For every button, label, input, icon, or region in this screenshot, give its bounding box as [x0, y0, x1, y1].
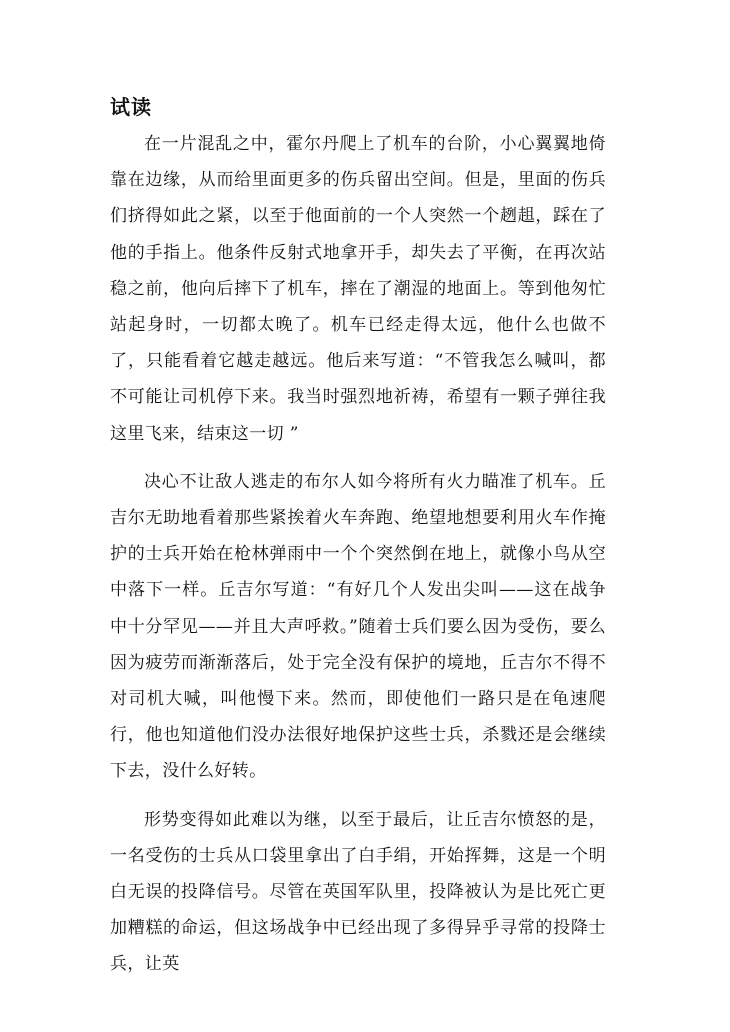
page-title: 试读 — [110, 95, 152, 119]
body-text — [110, 126, 606, 995]
paragraph-2: 决心不让敌人逃走的布尔人如今将所有火力瞄准了机车。丘吉尔无助地看着那些紧挨着火车奔跑、绝望地想要利用火车作掩护的士兵开始在枪林弹雨中一个个突然倒在地上，就像小鸟从空中落下一样。丘吉尔写道：“有好几个人发出尖叫——这在战争中十分罕见——并且大声呼救。”随着士兵们要么因为受伤，要么因为疲劳而渐渐落后，处于完全没有保护的境地，丘吉尔不得不对司机大喊，叫他慢下来。然而，即使他们一路只是在龟速爬行，他也知道他们没办法很好地保护这些士兵，杀戮还是会继续下去，没什么好转。 — [110, 471, 606, 782]
paragraph-1: 在一片混乱之中，霍尔丹爬上了机车的台阶，小心翼翼地倚靠在边缘，从而给里面更多的伤兵留出空间。但是，里面的伤兵们挤得如此之紧，以至于他面前的一个人突然一个趔趄，踩在了他的手指上。他条件反射式地拿开手，却失去了平衡，在再次站稳之前，他向后摔下了机车，摔在了潮湿的地面上。等到他匆忙站起身时，一切都太晚了。机车已经走得太远，他什么也做不了，只能看着它越走越远。他后来写道：“不管我怎么喊叫，都不可能让司机停下来。我当时强烈地祈祷，希望有一颗子弹往我这里飞来，结束这一切 ” — [110, 134, 606, 444]
paragraph-3: 形势变得如此难以为继，以至于最后，让丘吉尔愤怒的是，一名受伤的士兵从口袋里拿出了白手绢，开始挥舞，这是一个明白无误的投降信号。尽管在英国军队里，投降被认为是比死亡更加糟糕的命运，但这场战争中已经出现了多得异乎寻常的投降士兵，让英 — [110, 809, 606, 975]
